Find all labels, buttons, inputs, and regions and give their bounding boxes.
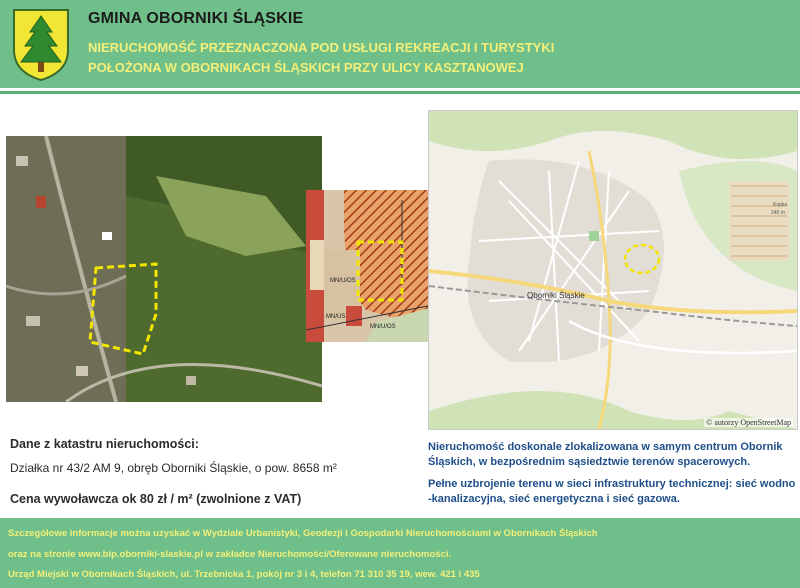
parcel-details: Działka nr 43/2 AM 9, obręb Oborniki Śląskie, o pow. 8658 m² [10, 461, 337, 475]
footer-band [0, 518, 800, 588]
street-map [429, 111, 797, 429]
title-line-1: NIERUCHOMOŚĆ PRZEZNACZONA POD USŁUGI REKREACJI I TURYSTYKI [88, 40, 555, 55]
aerial-photo [6, 136, 322, 402]
footer-contact-line: Urząd Miejski w Obornikach Śląskich, ul. Trzebnicka 1, pokój nr 3 i 4, telefon 71 310 35 19, wew. 421 i 435 [8, 569, 480, 580]
town-label: Oborniki Śląskie [527, 291, 585, 300]
footer-website-line: oraz na stronie www.bip.oborniki-slaskie.pl w zakładce Nieruchomości/Oferowane nieruchomości. [8, 549, 452, 560]
title-line-2: POŁOŻONA W OBORNIKACH ŚLĄSKICH PRZY ULICY KASZTANOWEJ [88, 60, 524, 75]
map-attribution: © autorzy OpenStreetMap [706, 418, 791, 427]
hill-label: Kopka [773, 202, 788, 208]
header-divider [0, 91, 800, 94]
organization-name: GMINA OBORNIKI ŚLĄSKIE [88, 10, 304, 27]
coat-of-arms-logo [10, 6, 72, 82]
location-map [428, 110, 798, 430]
utilities-description: Pełne uzbrojenie terenu w sieci infrastruktury technicznej: sieć wodno -kanalizacyjna, sieć energetyczna i sieć gazowa. [428, 478, 796, 505]
hill-elevation: 240 m [771, 210, 785, 216]
footer-info-line: Szczegółowe informacje można uzyskać w Wydziale Urbanistyki, Geodezji i Gospodarki Nieruchomościami w Obornikach Śląskich [8, 528, 598, 539]
location-description: Nieruchomość doskonale zlokalizowana w samym centrum Obornik Śląskich, w bezpośrednim sąsiedztwie terenów spacerowych. [428, 441, 783, 468]
cadastre-section-title: Dane z katastru nieruchomości: [10, 437, 199, 451]
zoning-label: MN/US [326, 314, 346, 320]
zoning-label: MN/U/OS [370, 324, 396, 330]
page-title [88, 38, 554, 78]
starting-price: Cena wywoławcza ok 80 zł / m² (zwolnione z VAT) [10, 492, 302, 506]
zoning-label: MN/U/OS [330, 278, 356, 284]
